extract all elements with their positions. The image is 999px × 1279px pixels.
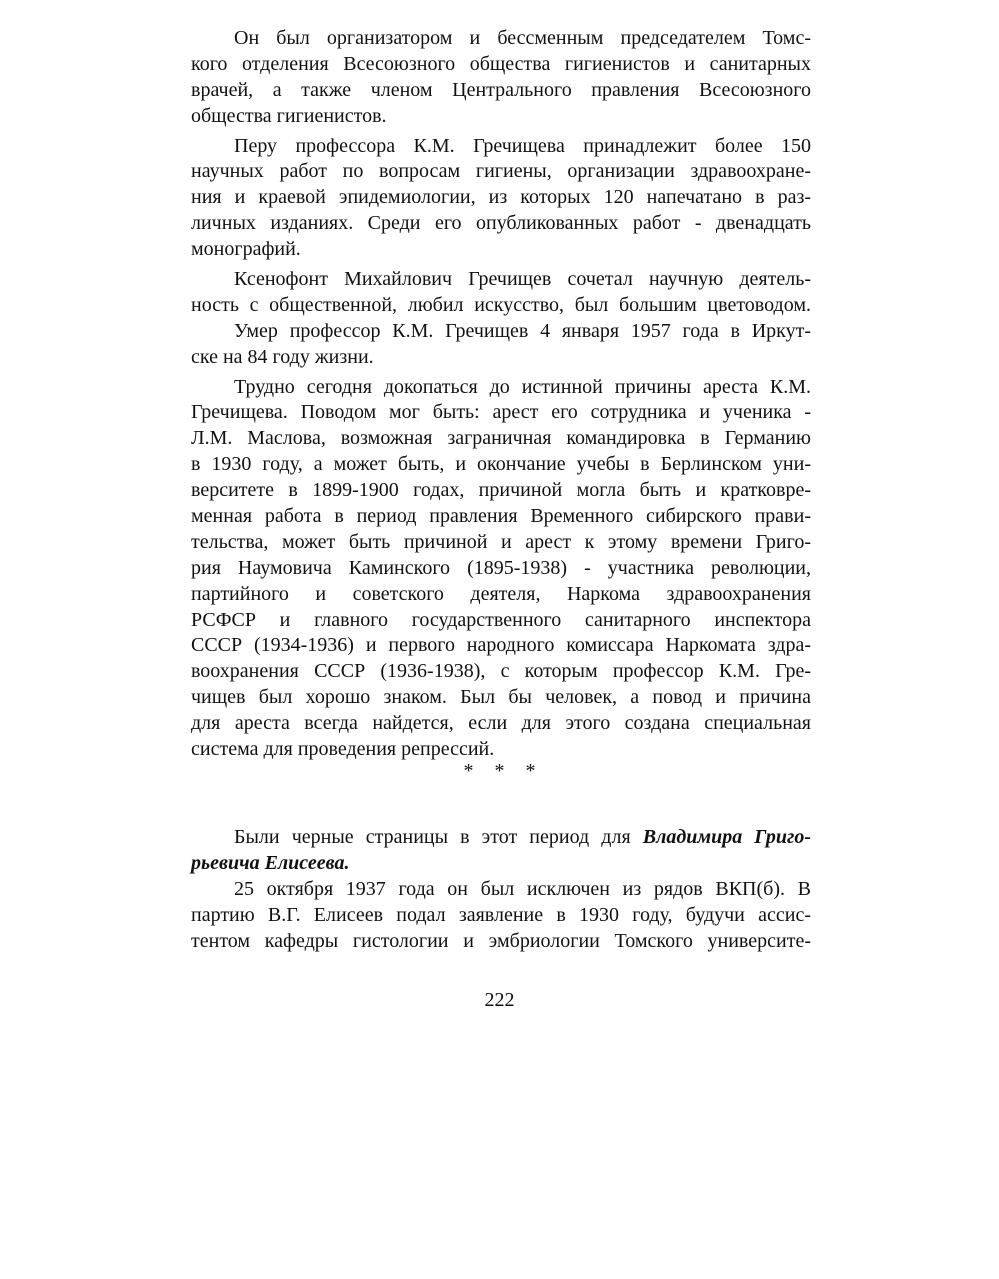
text-line: монографий. (191, 238, 301, 261)
text-line: врачей, а также членом Центрального правления Всесоюзного (191, 78, 811, 101)
text-line: Он был организатором и бессменным председателем Томс- (234, 27, 811, 49)
text-line: тельства, может быть причиной и арест к этому времени Григо- (191, 530, 811, 553)
paragraph (191, 375, 811, 763)
text-line: кого отделения Всесоюзного общества гигиенистов и санитарных (191, 52, 811, 75)
main-text (191, 26, 811, 763)
paragraph (191, 319, 811, 371)
paragraph (191, 26, 811, 130)
text-line: Ксенофонт Михайлович Гречищев сочетал научную деятель- (234, 268, 811, 291)
text-line: чищев был хорошо знаком. Был бы человек, а повод и причина (191, 686, 811, 709)
section-separator: * * * (463, 760, 544, 782)
text-line: 25 октября 1937 года он был исключен из рядов ВКП(б). В (234, 877, 811, 900)
text-line: СССР (1934-1936) и первого народного комиссара Наркомата здра- (191, 634, 811, 657)
text-plain: Были черные страницы в этот период для (234, 826, 643, 848)
paragraph (191, 134, 811, 263)
text-line: РСФСР и главного государственного санитарного инспектора (191, 608, 811, 631)
paragraph (191, 267, 811, 319)
text-line: научных работ по вопросам гигиены, организации здравоохране- (191, 160, 811, 183)
text-line (191, 825, 811, 851)
text-line: для ареста всегда найдется, если для этого создана специальная (191, 712, 811, 735)
text-line: партию В.Г. Елисеев подал заявление в 1930 году, будучи ассис- (191, 903, 811, 926)
next-section-text (191, 825, 811, 954)
person-name-emphasis: Владимира Григо- (642, 826, 811, 848)
text-line: в 1930 году, а может быть, и окончание учебы в Берлинском уни- (191, 453, 811, 476)
text-line: Умер профессор К.М. Гречищев 4 января 1957 года в Иркут- (234, 319, 811, 342)
text-line: верситете в 1899-1900 годах, причиной могла быть и кратковре- (191, 479, 811, 502)
text-line: личных изданиях. Среди его опубликованных работ - двенадцать (191, 212, 811, 235)
text-line: рия Наумовича Каминского (1895-1938) - участника революции, (191, 556, 811, 579)
text-line: общества гигиенистов. (191, 104, 387, 127)
text-line (191, 851, 811, 877)
text-line: ния и краевой эпидемиологии, из которых 120 напечатано в раз- (191, 186, 811, 209)
text-line: Перу профессора К.М. Гречищева принадлежит более 150 (234, 134, 811, 157)
person-name-emphasis: рьевича Елисеева. (191, 851, 350, 874)
text-line: Л.М. Маслова, возможная заграничная командировка в Германию (191, 427, 811, 450)
text-line: воохранения СССР (1936-1938), с которым профессор К.М. Гре- (191, 660, 811, 683)
text-line: Гречищева. Поводом мог быть: арест его сотрудника и ученика - (191, 401, 811, 424)
text-line: партийного и советского деятеля, Наркома здравоохранения (191, 582, 811, 605)
text-line: менная работа в период правления Временного сибирского прави- (191, 505, 811, 528)
text-line: ске на 84 году жизни. (191, 345, 374, 368)
page-number: 222 (484, 989, 515, 1011)
text-line: ность с общественной, любил искусство, был большим цветоводом. (191, 293, 811, 316)
text-line: система для проведения репрессий. (191, 738, 495, 761)
paragraph (191, 877, 811, 955)
text-line: Трудно сегодня докопаться до истинной причины ареста К.М. (234, 375, 811, 398)
paragraph (191, 825, 811, 877)
text-line: тентом кафедры гистологии и эмбриологии Томского университе- (191, 929, 811, 952)
